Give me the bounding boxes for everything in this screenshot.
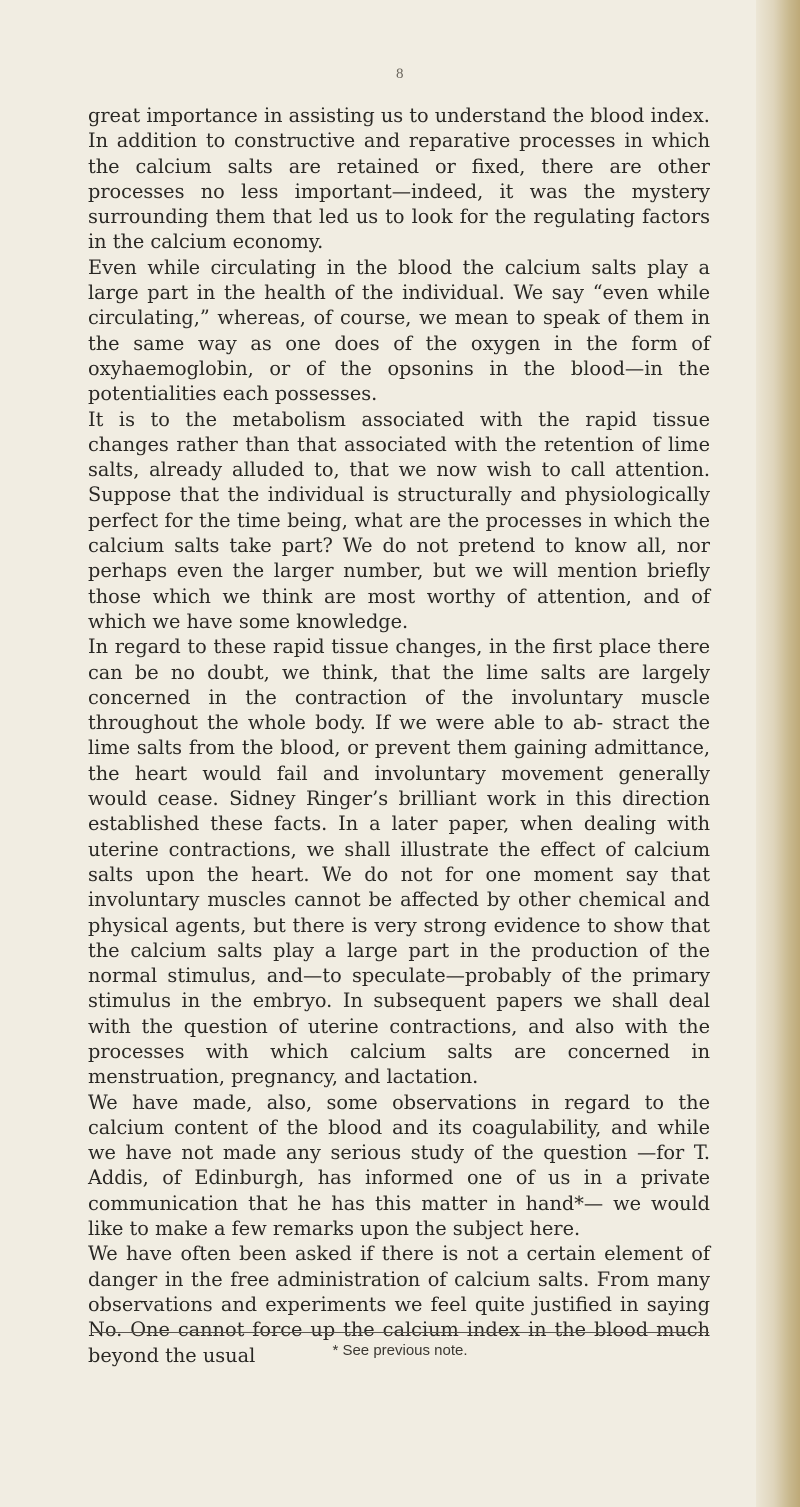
- page-number: 8: [396, 66, 404, 82]
- body-text: [88, 103, 710, 1368]
- paragraph-2: In addition to constructive and reparative processes in which the calcium salts are retained or fixed, there are other processes no less important—indeed, it was the mystery surrounding them that led us to look for the regulating factors in the calcium economy.: [88, 129, 710, 254]
- footnote-divider: [91, 1332, 709, 1333]
- paragraph-7: We have often been asked if there is not a certain element of danger in the free administration of calcium salts. From many observations and experiments we feel quite justified in saying No. One cannot force up the calcium index in the blood much beyond the usual: [88, 1242, 710, 1367]
- paragraph-6: We have made, also, some observations in regard to the calcium content of the blood and its coagulability, and while we have not made any serious study of the question —for T. Addis, of Edinburgh, has informed one of us in a private communication that he has this matter in hand*— we would like to make a few remarks upon the subject here.: [88, 1090, 710, 1241]
- paragraph-3: Even while circulating in the blood the calcium salts play a large part in the health of the individual. We say “even while circulating,” whereas, of course, we mean to speak of them in the same way as one does of the oxygen in the form of oxyhaemoglobin, or of the opsonins in the blood—in the potentialities each possesses.: [88, 255, 710, 406]
- footnote: * See previous note.: [332, 1342, 468, 1359]
- page-edge: [756, 0, 800, 1507]
- paragraph-4: It is to the metabolism associated with the rapid tissue changes rather than that associated with the retention of lime salts, already alluded to, that we now wish to call attention. Suppose that the individual is structurally and physiologically perfect for the time being, what are the processes in which the calcium salts take part? We do not pretend to know all, nor perhaps even the larger number, but we will mention briefly those which we think are most worthy of attention, and of which we have some knowledge.: [88, 407, 710, 633]
- paragraph-5: In regard to these rapid tissue changes, in the first place there can be no doubt, we think, that the lime salts are largely concerned in the contraction of the involuntary muscle throughout the whole body. If we were able to ab- stract the lime salts from the blood, or prevent them gaining admittance, the heart would fail and involuntary movement generally would cease. Sidney Ringer’s brilliant work in this direction established these facts. In a later paper, when dealing with uterine contractions, we shall illustrate the effect of calcium salts upon the heart. We do not for one moment say that involuntary muscles cannot be affected by other chemical and physical agents, but there is very strong evidence to show that the calcium salts play a large part in the production of the normal stimulus, and—to speculate—probably of the primary stimulus in the embryo. In subsequent papers we shall deal with the question of uterine contractions, and also with the processes with which calcium salts are concerned in menstruation, pregnancy, and lactation.: [88, 635, 710, 1089]
- paragraph-1: great importance in assisting us to understand the blood index.: [88, 104, 710, 127]
